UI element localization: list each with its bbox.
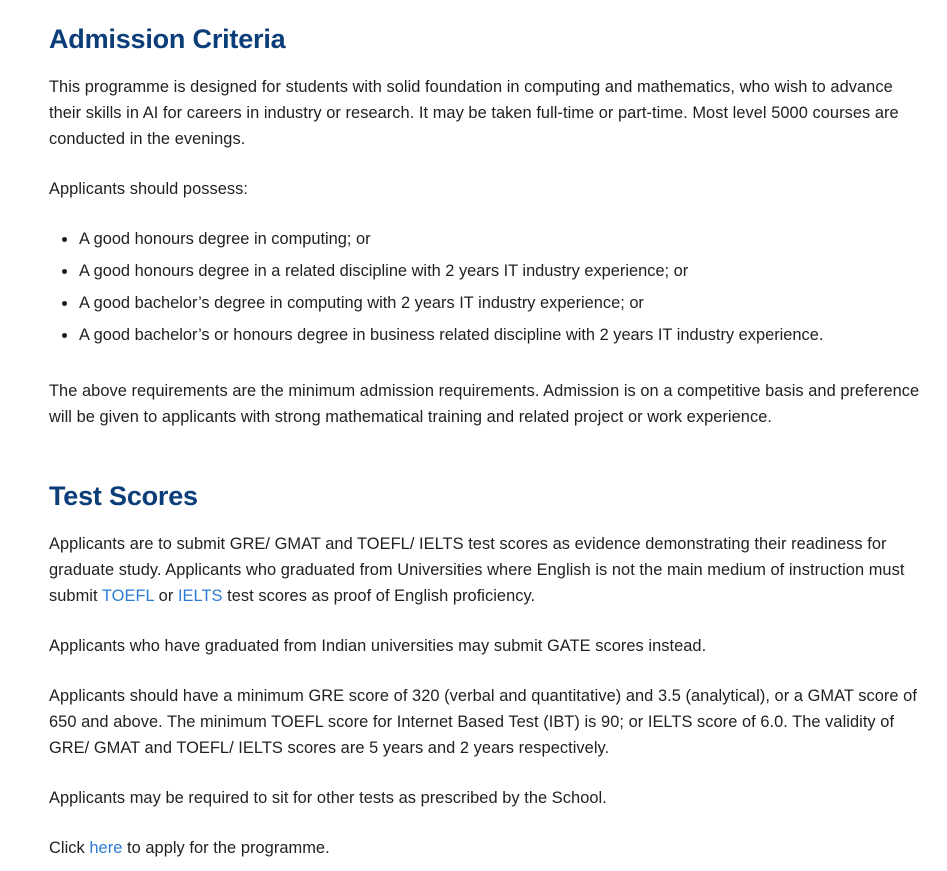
submit-text-or: or [154,587,178,605]
click-prefix: Click [49,839,90,857]
admission-criteria-heading: Admission Criteria [49,24,286,54]
test-scores-heading: Test Scores [49,481,198,511]
requirement-item: A good honours degree in a related discipline with 2 years IT industry experience; or [79,255,823,287]
submit-text-part1: Applicants are to submit GRE/ GMAT and TOEFL/ IELTS test scores as evidence demonstrating their readiness for graduate study. Applicants who graduated from Universities where English is not the main medium of instruction must submit [49,535,905,605]
indian-universities-paragraph: Applicants who have graduated from Indian universities may submit GATE scores instead. [49,637,707,655]
apply-here-link[interactable]: here [89,839,123,857]
test-submission-paragraph [49,531,924,609]
requirement-item: A good bachelor’s degree in computing with 2 years IT industry experience; or [79,287,823,319]
admission-note-paragraph: The above requirements are the minimum admission requirements. Admission is on a competitive basis and preference will be given to applicants with strong mathematical training and related project or work experience. [49,382,920,426]
submit-text-part2: test scores as proof of English proficiency. [222,587,536,605]
possess-label: Applicants should possess: [49,180,249,198]
apply-paragraph [49,835,330,861]
requirements-list [49,223,823,351]
click-suffix: to apply for the programme. [122,839,330,857]
toefl-link[interactable]: TOEFL [101,587,155,605]
minimum-scores-paragraph: Applicants should have a minimum GRE score of 320 (verbal and quantitative) and 3.5 (analytical), or a GMAT score of 650 and above. The minimum TOEFL score for Internet Based Test (IBT) is 90; or IELTS score of 6.0. The validity of GRE/ GMAT and TOEFL/ IELTS scores are 5 years and 2 years respectively. [49,687,917,757]
other-tests-paragraph: Applicants may be required to sit for other tests as prescribed by the School. [49,789,607,807]
ielts-link[interactable]: IELTS [177,587,223,605]
requirement-item: A good honours degree in computing; or [79,223,823,255]
requirement-item: A good bachelor’s or honours degree in business related discipline with 2 years IT industry experience. [79,319,823,351]
admission-intro-paragraph: This programme is designed for students with solid foundation in computing and mathematics, who wish to advance their skills in AI for careers in industry or research. It may be taken full-time or part-time. Most level 5000 courses are conducted in the evenings. [49,78,899,148]
